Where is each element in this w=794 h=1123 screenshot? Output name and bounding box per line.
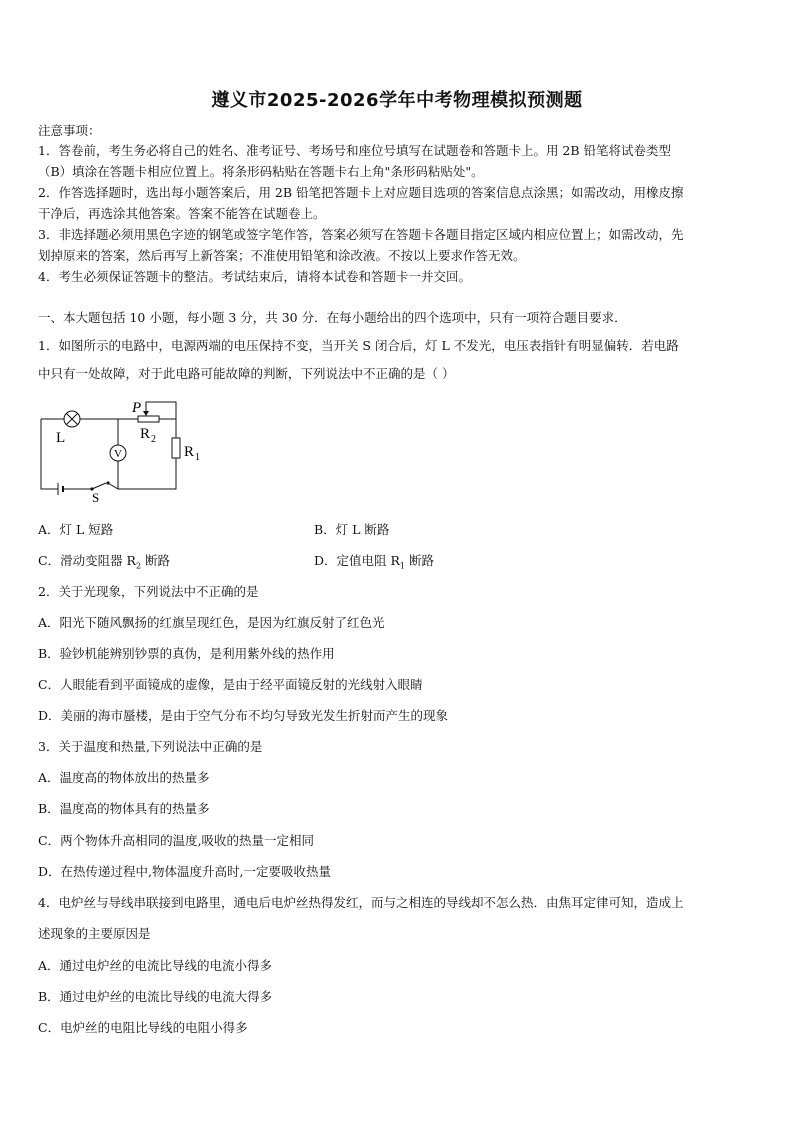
q3-stem: 3．关于温度和热量,下列说法中正确的是: [38, 739, 263, 754]
q1-option-a: A．灯 L 短路: [38, 522, 114, 537]
lamp-icon: [64, 411, 80, 427]
q4-stem: 4．电炉丝与导线串联接到电路里，通电后电炉丝热得发红，而与之相连的导线却不怎么热．由焦耳定律可知，造成上: [38, 895, 684, 910]
notice-item: 2．作答选择题时，选出每小题答案后，用 2B 铅笔把答题卡上对应题目选项的答案信息点涂黑；如需改动，用橡皮擦: [38, 185, 684, 200]
q3-option-a: A．温度高的物体放出的热量多: [38, 770, 210, 785]
resistor-icon: [172, 438, 180, 458]
notice-item: （B）填涂在答题卡相应位置上。将条形码粘贴在答题卡右上角"条形码粘贴处"。: [38, 164, 484, 179]
q3-option-d: D．在热传递过程中,物体温度升高时,一定要吸收热量: [38, 864, 331, 879]
r2-label: R: [140, 426, 151, 442]
slider-label: P: [132, 400, 142, 416]
lamp-label: L: [56, 430, 66, 446]
page-title: 遵义市2025-2026学年中考物理模拟预测题: [211, 90, 583, 111]
q1-option-d: D．定值电阻 $R_1$ 断路: [314, 553, 434, 571]
q2-option-d: D．美丽的海市蜃楼，是由于空气分布不均匀导致光发生折射而产生的现象: [38, 708, 449, 723]
q4-option-b: B．通过电炉丝的电流比导线的电流大得多: [38, 989, 273, 1004]
q2-option-a: A．阳光下随风飘扬的红旗呈现红色，是因为红旗反射了红色光: [38, 615, 385, 630]
q1-option-c: C．滑动变阻器 $R_2$ 断路: [38, 553, 171, 571]
notice-item: 划掉原来的答案，然后再写上新答案；不准使用铅笔和涂改液。不按以上要求作答无效。: [38, 248, 526, 263]
q1-option-b: B．灯 L 断路: [314, 522, 390, 537]
notice-item: 3．非选择题必须用黑色字迹的钢笔或签字笔作答，答案必须写在答题卡各题目指定区域内相应位置上；如需改动，先: [38, 227, 684, 242]
q1-stem: 中只有一处故障，对于此电路可能故障的判断，下列说法中不正确的是（ ）: [38, 366, 455, 381]
q4-stem: 述现象的主要原因是: [38, 926, 151, 941]
circuit-diagram: [36, 392, 216, 504]
notice-item: 干净后，再选涂其他答案。答案不能答在试题卷上。: [38, 206, 326, 221]
q2-option-b: B．验钞机能辨别钞票的真伪，是利用紫外线的热作用: [38, 646, 335, 661]
rheostat-icon: [138, 416, 159, 422]
q4-option-a: A．通过电炉丝的电流比导线的电流小得多: [38, 958, 273, 973]
battery-icon: [58, 483, 68, 495]
r1-label: R: [184, 444, 195, 460]
q2-option-c: C．人眼能看到平面镜成的虚像，是由于经平面镜反射的光线射入眼睛: [38, 677, 423, 692]
r2-subscript: 2: [151, 434, 156, 445]
notice-item: 4．考生必须保证答题卡的整洁。考试结束后，请将本试卷和答题卡一并交回。: [38, 269, 471, 284]
q3-option-c: C．两个物体升高相同的温度,吸收的热量一定相同: [38, 833, 315, 848]
q2-stem: 2．关于光现象，下列说法中不正确的是: [38, 584, 259, 599]
voltmeter-label: V: [114, 448, 122, 460]
q3-option-b: B．温度高的物体具有的热量多: [38, 801, 210, 816]
q4-option-c: C．电炉丝的电阻比导线的电阻小得多: [38, 1020, 248, 1035]
r1-subscript: 1: [195, 452, 200, 463]
section-heading: 一、本大题包括 10 小题，每小题 3 分，共 30 分．在每小题给出的四个选项中，只有一项符合题目要求．: [38, 310, 627, 325]
notice-item: 1．答卷前，考生务必将自己的姓名、准考证号、考场号和座位号填写在试题卷和答题卡上。用 2B 铅笔将试卷类型: [38, 143, 672, 158]
switch-label: S: [92, 490, 100, 504]
q1-stem: 1．如图所示的电路中，电源两端的电压保持不变，当开关 S 闭合后，灯 L 不发光，电压表指针有明显偏转．若电路: [38, 338, 679, 353]
slider-arrow-icon: [143, 411, 149, 416]
notice-heading: 注意事项：: [38, 123, 101, 138]
